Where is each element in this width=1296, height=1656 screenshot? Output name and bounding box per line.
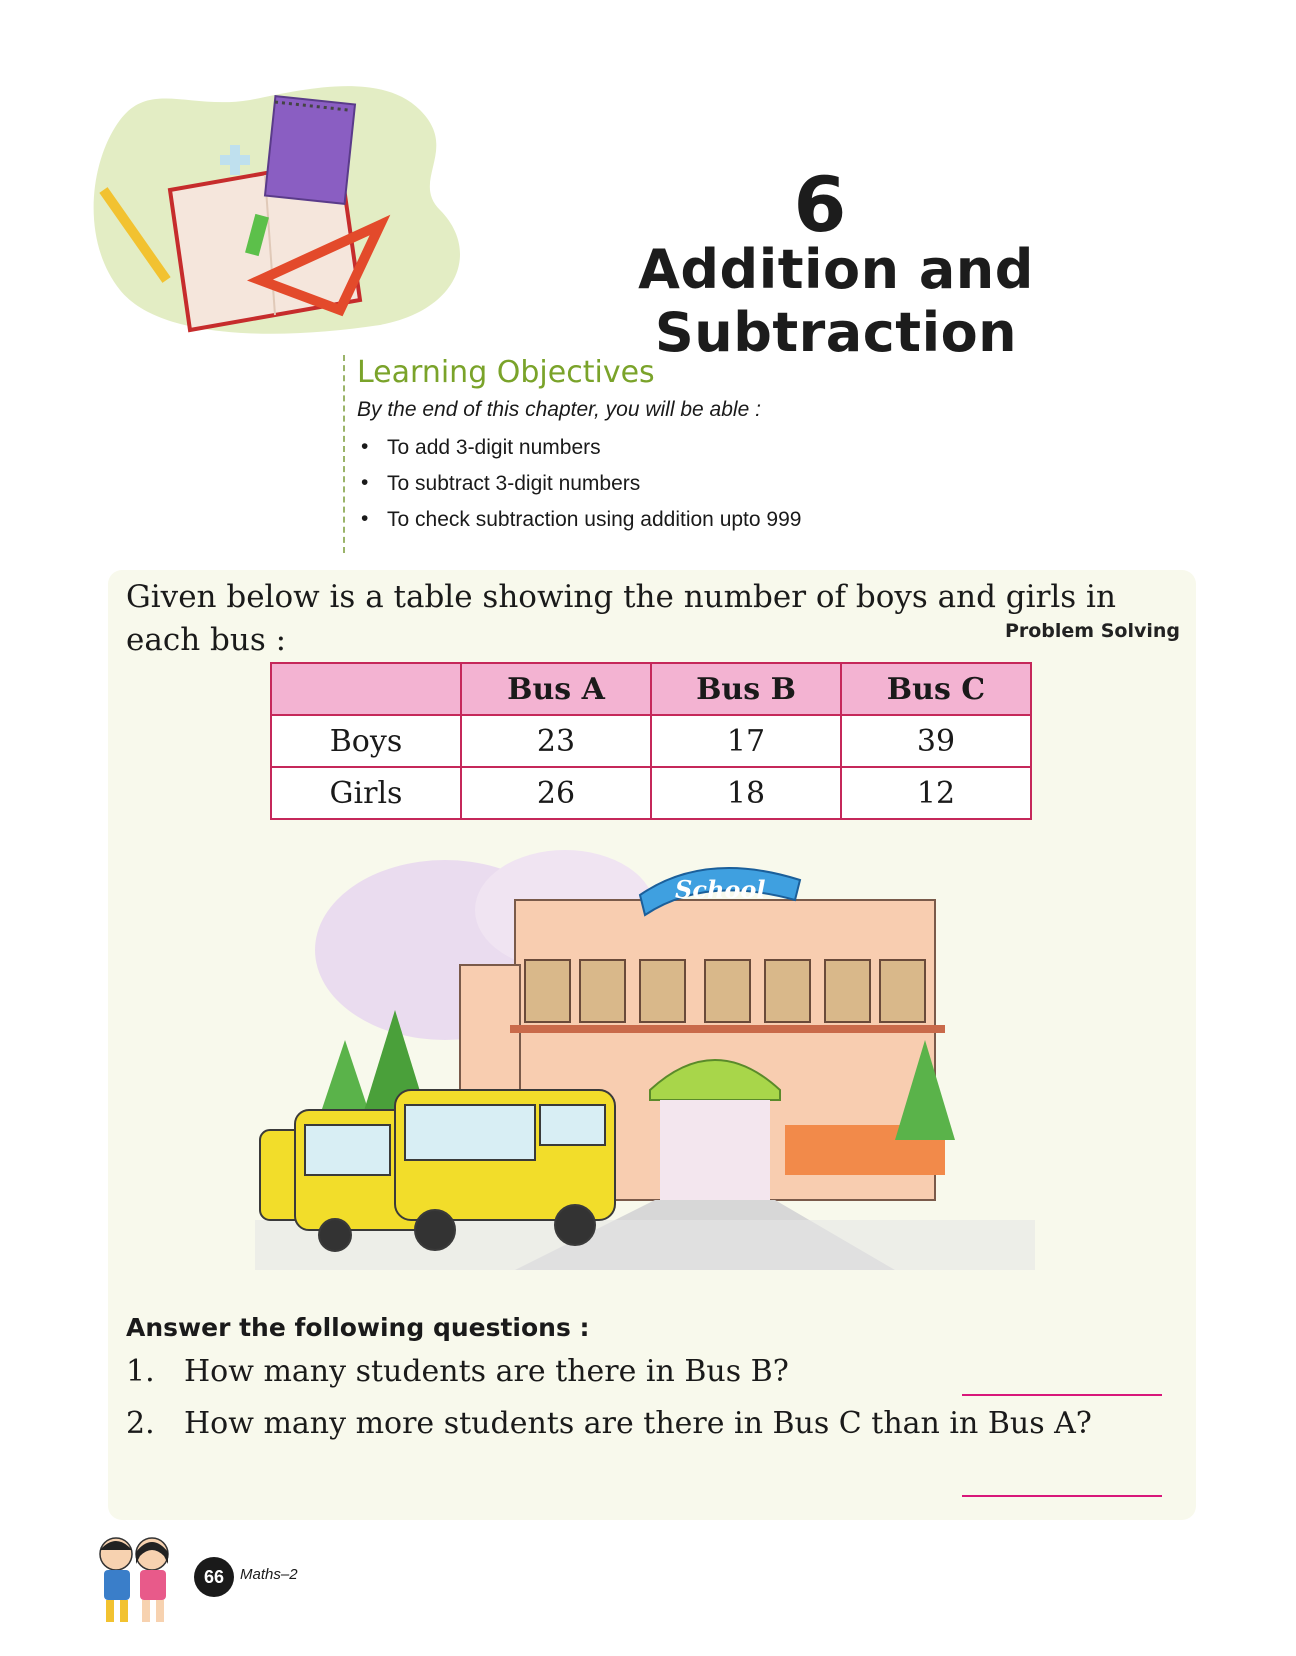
objective-item: • To check subtraction using addition upto 999	[357, 508, 957, 532]
problem-solving-badge: Problem Solving	[1004, 620, 1180, 642]
school-bus-illustration	[255, 840, 1035, 1270]
table-cell: 23	[461, 715, 651, 767]
book-name: Maths–2	[240, 1566, 298, 1583]
table-row	[271, 715, 1031, 767]
kids-mascot-illustration	[84, 1530, 184, 1628]
table-header-bus-a: Bus A	[461, 663, 651, 715]
school-sign: School	[675, 875, 766, 904]
table-corner-cell	[271, 663, 461, 715]
learning-objectives	[343, 355, 957, 553]
chapter-title: Addition and Subtraction	[638, 238, 1034, 364]
answer-line-1[interactable]	[962, 1394, 1162, 1396]
objective-item: • To add 3-digit numbers	[357, 436, 957, 460]
table-cell: 18	[651, 767, 841, 819]
table-header-bus-c: Bus C	[841, 663, 1031, 715]
question-text: How many more students are there in Bus C than in Bus A?	[184, 1406, 1092, 1441]
bus-students-table	[270, 662, 1032, 820]
table-row	[271, 767, 1031, 819]
chapter-number: 6	[793, 160, 847, 249]
page-number: 66	[194, 1557, 234, 1597]
questions-heading: Answer the following questions :	[126, 1313, 590, 1342]
table-header-bus-b: Bus B	[651, 663, 841, 715]
question-number: 1.	[126, 1354, 155, 1389]
table-cell: 26	[461, 767, 651, 819]
objectives-list	[357, 436, 957, 532]
question-text: How many students are there in Bus B?	[184, 1354, 789, 1389]
objectives-heading: Learning Objectives	[357, 355, 655, 390]
table-cell: 12	[841, 767, 1031, 819]
table-cell: 17	[651, 715, 841, 767]
objective-item: • To subtract 3-digit numbers	[357, 472, 957, 496]
problem-intro: Given below is a table showing the number of boys and girls in each bus :	[126, 579, 1116, 658]
table-cell: 39	[841, 715, 1031, 767]
stationery-illustration	[80, 40, 500, 360]
row-label: Boys	[271, 715, 461, 767]
objectives-intro: By the end of this chapter, you will be able :	[357, 398, 761, 421]
question-number: 2.	[126, 1406, 155, 1441]
answer-line-2[interactable]	[962, 1495, 1162, 1497]
row-label: Girls	[271, 767, 461, 819]
